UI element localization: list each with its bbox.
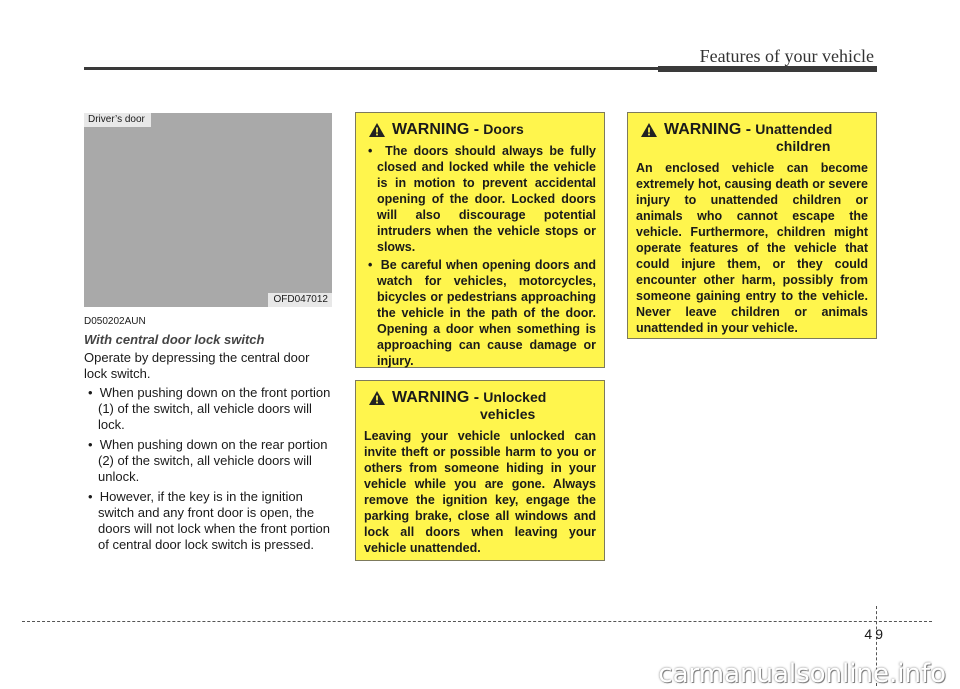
door-lock-switch-figure [84,113,332,307]
watermark: carmanualsonline.info [658,659,946,689]
warning-title [664,121,832,155]
warning-box-doors [355,112,605,368]
warning-triangle-icon [368,390,386,406]
warning-subject: Doors [483,121,524,137]
bullet-ignition-exception: • However, if the key is in the ignition switch and any front door is open, the doors will not lock when the front portion of central door lock switch is pressed. [84,489,334,553]
bullet-unlock: • When pushing down on the rear portion (2) of the switch, all vehicle doors will unlock. [84,437,334,485]
bullet-lock: • When pushing down on the front portion (1) of the switch, all vehicle doors will lock. [84,385,334,433]
warning-doors-bullet-careful: • Be careful when opening doors and watch for vehicles, motorcycles, bicycles or pedestrians approaching the vehicle in the path of the door. Opening a door when something is approaching can cause damage or injury. [364,257,596,369]
warning-word: WARNING - [392,121,480,138]
warning-box-unattended-children [627,112,877,339]
warning-subject-line2: vehicles [480,406,536,422]
header-rule-accent [658,66,877,72]
warning-triangle-icon [368,122,386,138]
section-intro: Operate by depressing the central door lock switch. [84,350,310,381]
section-bullets [84,385,334,553]
warning-word: WARNING - [664,121,752,138]
page-number: 49 [864,626,886,642]
section-code: D050202AUN [84,316,146,327]
warning-title [392,389,546,423]
figure-caption-drivers-door: Driver’s door [84,113,151,127]
warning-header [640,121,868,155]
warning-header [368,389,596,423]
warning-header [368,121,596,138]
figure-code: OFD047012 [268,293,332,307]
section-heading: With central door lock switch [84,332,265,347]
warning-subject-line2: children [776,138,831,154]
warning-doors-bullets [364,143,596,369]
warning-subject: Unattended [755,121,833,137]
warning-unlocked-body: Leaving your vehicle unlocked can invite theft or possible harm to you or others from someone hiding in your vehicle while you are gone. Always remove the ignition key, engage the parking brake, close all windows and lock all doors when leaving your vehicle unattended. [364,429,596,555]
footer-rule [22,621,932,622]
central-lock-section [84,316,334,557]
page-header-title: Features of your vehicle [699,46,874,66]
warning-triangle-icon [640,122,658,138]
warning-title [392,121,524,138]
warning-subject: Unlocked [483,389,547,405]
warning-doors-bullet-closed: • The doors should always be fully closed and locked while the vehicle is in motion to prevent accidental opening of the door. Locked doors will also discourage potential intruders when the vehicle stops or slows. [364,143,596,255]
warning-box-unlocked-vehicles [355,380,605,561]
warning-word: WARNING - [392,389,480,406]
warning-children-body: An enclosed vehicle can become extremely hot, causing death or severe injury to unattended children or animals who cannot escape the vehicle. Furthermore, children might operate features of the vehicle that could injure them, or they could encounter other harm, possibly from someone gaining entry to the vehicle. Never leave children or animals unattended in your vehicle. [636,161,868,335]
